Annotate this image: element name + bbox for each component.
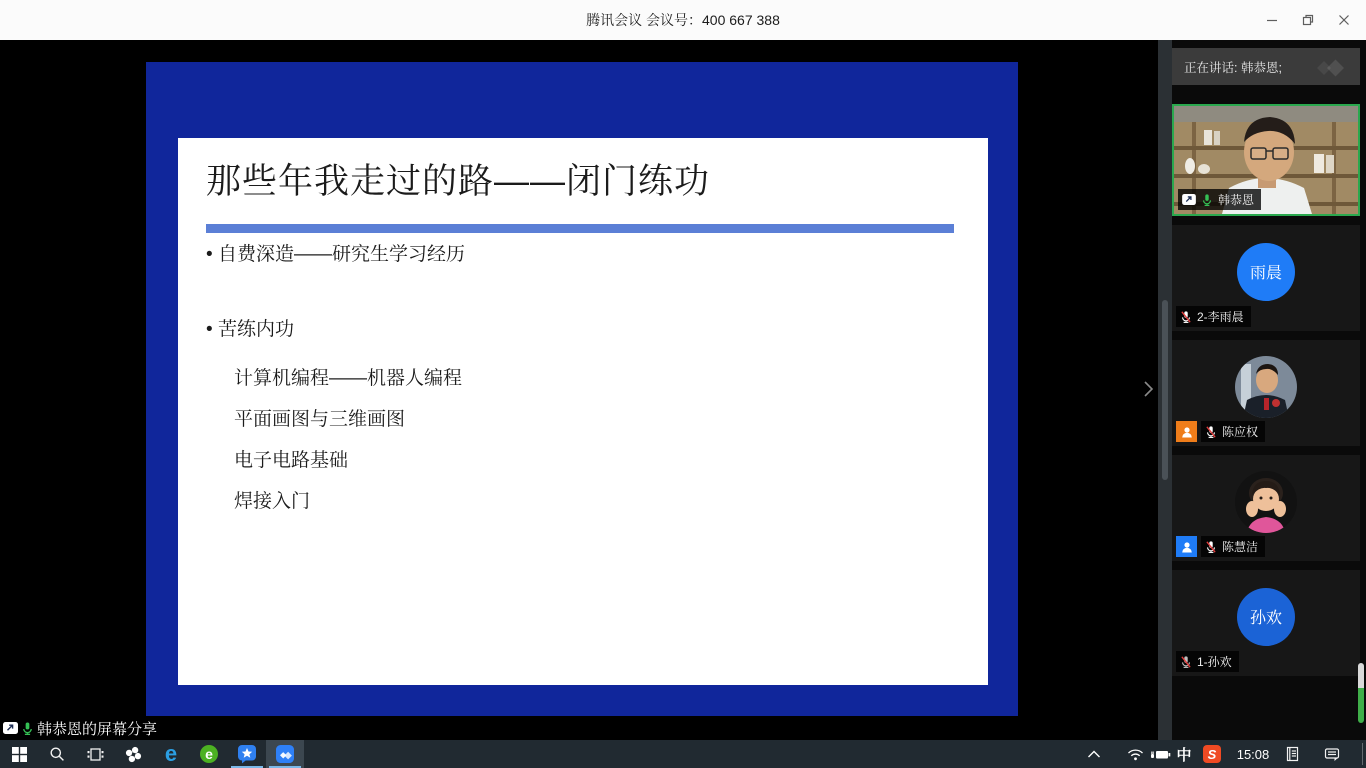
tencent-meeting-icon [275, 744, 295, 764]
task-view-icon [87, 747, 104, 762]
participant-name-label [1201, 421, 1265, 442]
pinwheel-browser-icon [125, 746, 142, 763]
participant-name-label [1176, 306, 1251, 327]
restore-icon [1302, 14, 1314, 26]
slide-frame [146, 62, 1018, 716]
participant-name: 1-孙欢 [1197, 655, 1232, 669]
member-role-badge [1176, 421, 1197, 442]
ime-language-indicator[interactable]: 中 [1176, 746, 1192, 764]
taskbar-app-pinwheel-browser[interactable] [114, 740, 152, 768]
taskbar-app-green-browser[interactable] [190, 740, 228, 768]
mic-muted-icon [1180, 310, 1192, 324]
participant-name-label [1201, 536, 1265, 557]
taskbar-app-star-chat[interactable] [228, 740, 266, 768]
presentation-slide [178, 138, 988, 685]
start-button[interactable] [0, 740, 38, 768]
chevron-right-icon [1142, 379, 1154, 399]
share-banner-label: 韩恭恩的屏幕分享 [37, 720, 158, 738]
screen-share-banner [0, 716, 157, 740]
participant-name: 陈应权 [1222, 425, 1259, 439]
collapse-panel-button[interactable] [1136, 374, 1160, 404]
mic-muted-icon [1205, 540, 1217, 554]
show-hidden-icons-button[interactable] [1082, 740, 1106, 768]
slide-sub-item: 平面画图与三维画图 [234, 409, 406, 430]
participant-tile[interactable] [1172, 455, 1360, 561]
window-title: 腾讯会议 会议号：400 667 388 [586, 12, 780, 28]
taskbar-app-tencent-meeting[interactable] [266, 740, 304, 768]
participant-tile[interactable] [1172, 340, 1360, 446]
slide-sub-item: 电子电路基础 [234, 450, 349, 471]
participant-tile[interactable] [1172, 570, 1360, 676]
active-speaker-toast [1172, 48, 1360, 85]
battery-plugged-icon [1150, 748, 1171, 761]
mic-muted-icon [1180, 655, 1192, 669]
participant-tile-video[interactable] [1172, 104, 1360, 216]
window-controls [1254, 0, 1362, 40]
participant-name-label [1176, 651, 1239, 672]
panel-divider [1158, 40, 1172, 740]
slide-bullet: • 自费深造——研究生学习经历 [206, 239, 465, 266]
green-e-browser-icon: e [200, 745, 218, 763]
notes-tray-button[interactable] [1280, 740, 1304, 768]
avatar: 孙欢 [1237, 588, 1295, 646]
person-icon [1181, 426, 1193, 438]
screen-share-icon [1182, 194, 1196, 205]
slide-sub-item: 焊接入门 [234, 491, 311, 512]
minimize-button[interactable] [1254, 0, 1290, 40]
close-button[interactable] [1326, 0, 1362, 40]
participant-name: 2-李雨晨 [1197, 310, 1244, 324]
person-icon [1181, 541, 1193, 553]
shared-screen-view [0, 40, 1158, 740]
meeting-logo-watermark [1310, 55, 1352, 79]
windows-logo-icon [12, 747, 27, 762]
close-icon [1338, 14, 1350, 26]
show-desktop-button[interactable] [1362, 743, 1366, 765]
window-titlebar[interactable] [0, 0, 1366, 40]
active-speaker-text: 正在讲话: 韩恭恩; [1184, 60, 1282, 75]
slide-bullet: • 苦练内功 [206, 314, 294, 341]
minimize-icon [1266, 14, 1278, 26]
document-lines-icon [1285, 746, 1300, 762]
panel-resize-handle[interactable] [1162, 300, 1168, 480]
slide-sub-item: 计算机编程——机器人编程 [234, 368, 463, 389]
windows-taskbar [0, 740, 1366, 768]
panel-scrollbar-thumb[interactable] [1358, 663, 1364, 688]
participant-name: 韩恭恩 [1218, 193, 1255, 207]
taskbar-app-edge[interactable] [152, 740, 190, 768]
screen-share-icon [3, 722, 18, 734]
star-chat-icon [237, 744, 257, 764]
battery-tray-button[interactable] [1148, 740, 1172, 768]
wifi-icon [1127, 748, 1144, 761]
title-underline-bar [206, 224, 954, 233]
audio-level-indicator [1358, 688, 1364, 723]
mic-on-icon [1201, 193, 1213, 207]
search-icon [49, 746, 65, 762]
chevron-up-icon [1087, 749, 1101, 759]
sogou-input-icon[interactable]: S [1203, 745, 1221, 763]
restore-button[interactable] [1290, 0, 1326, 40]
action-center-icon [1324, 747, 1340, 762]
action-center-button[interactable] [1318, 740, 1346, 768]
participant-name-label [1178, 189, 1261, 210]
slide-title: 那些年我走过的路——闭门练功 [206, 162, 711, 201]
wifi-tray-button[interactable] [1124, 740, 1146, 768]
avatar-photo [1235, 471, 1297, 533]
mic-muted-icon [1205, 425, 1217, 439]
participant-name: 陈慧洁 [1222, 540, 1259, 554]
task-view-button[interactable] [76, 740, 114, 768]
mic-on-icon [21, 721, 34, 736]
participant-tile[interactable] [1172, 225, 1360, 331]
participants-panel [1172, 40, 1366, 740]
edge-icon: e [164, 741, 178, 766]
taskbar-search-button[interactable] [38, 740, 76, 768]
avatar: 雨晨 [1237, 243, 1295, 301]
member-role-badge [1176, 536, 1197, 557]
avatar-photo [1235, 356, 1297, 418]
taskbar-clock[interactable]: 15:08 [1236, 746, 1270, 762]
